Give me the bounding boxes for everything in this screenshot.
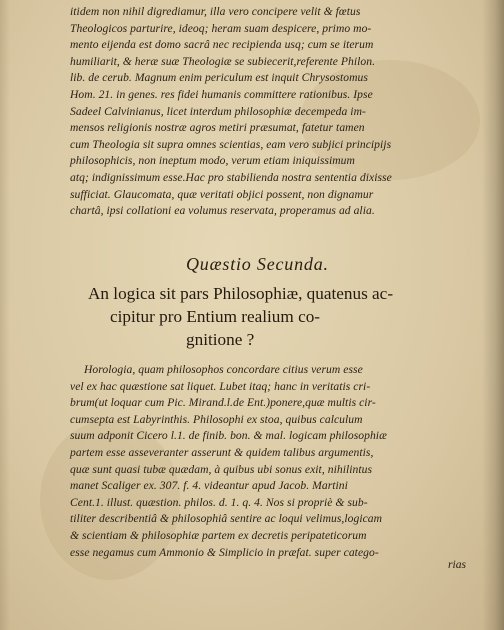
text-line: philosophicis, non ineptum modo, verum etiam iniquissimum bbox=[70, 154, 355, 168]
text-line: manet Scaliger ex. 307. f. 4. videantur apud Jacob. Martini bbox=[70, 479, 348, 493]
paragraph-1 bbox=[70, 4, 490, 220]
text-line: suum adponit Cicero l.1. de finib. bon. & mal. logicam philosophiæ bbox=[70, 429, 387, 443]
text-line: Horologia, quam philosophos concordare citius verum esse bbox=[84, 363, 363, 376]
text-line: quæ sunt quasi tubæ quædam, à quibus ubi sonus exit, nihilintus bbox=[70, 462, 373, 476]
text-line: esse negamus cum Ammonio & Simplicio in præfat. super catego- bbox=[70, 545, 379, 559]
text-line: cumsepta est Labyrinthis. Philosophi ex stoa, quibus calculum bbox=[70, 412, 363, 426]
page-gutter-shadow bbox=[482, 0, 504, 630]
question-line: An logica sit pars Philosophiæ, quatenus ac- bbox=[88, 284, 394, 303]
question-line: cipitur pro Entium realium co- bbox=[110, 307, 321, 326]
question-line: gnitione ? bbox=[186, 330, 255, 349]
text-line: itidem non nihil digrediamur, illa vero concipere velit & fœtus bbox=[70, 5, 361, 18]
text-line: Theologicos parturire, ideoq; heram suam despicere, primo mo- bbox=[70, 21, 372, 35]
text-line: humiliarit, & heræ suæ Theologiæ se subiecerit,referente Philon. bbox=[70, 54, 376, 68]
text-line: mensos religionis nostræ agros metiri præsumat, fatetur tamen bbox=[70, 121, 365, 135]
text-line: vel ex hac quæstione sat liquet. Lubet itaq; hanc in veritatis cri- bbox=[70, 379, 371, 393]
text-line: lib. de cerub. Magnum enim periculum est inquit Chrysostomus bbox=[70, 71, 368, 85]
text-line: Sadeel Calvinianus, licet interdum philosophiæ decempeda im- bbox=[70, 104, 366, 118]
text-line: chartâ, ipsi collationi ea volumus reservata, properamus ad alia. bbox=[70, 204, 375, 218]
text-line: partem esse asseveranter asserunt & quidem talibus argumentis, bbox=[70, 445, 374, 459]
text-line: mento eijenda est domo sacrâ nec recipienda usq; cum se iterum bbox=[70, 38, 374, 52]
page-edge-shadow bbox=[0, 0, 10, 630]
section-heading: Quæstio Secunda. bbox=[186, 254, 329, 274]
paragraph-2 bbox=[70, 362, 490, 561]
text-line: Cent.1. illust. quæstion. philos. d. 1. q. 4. Nos si propriè & sub- bbox=[70, 495, 368, 509]
text-line: & scientiam & philosophiæ partem ex decretis peripateticorum bbox=[70, 528, 367, 542]
text-line: tiliter describentiâ & philosophiâ sentire ac loqui velimus,logicam bbox=[70, 512, 383, 526]
text-line: Hom. 21. in genes. res fidei humanis committere rationibus. Ipse bbox=[70, 87, 373, 101]
text-line: sufficiat. Glaucomata, quæ veritati objici possent, non dignamur bbox=[70, 187, 374, 201]
text-line: brum(ut loquar cum Pic. Mirand.l.de Ent.)ponere,quæ multis cir- bbox=[70, 396, 376, 410]
text-line: cum Theologia sit supra omnes scientias, eam vero subjici principijs bbox=[70, 137, 392, 151]
question-title bbox=[88, 282, 488, 351]
text-line: atq; indignissimum esse.Hac pro stabilienda nostra sententia dixisse bbox=[70, 170, 392, 184]
catchword: rias bbox=[448, 558, 467, 571]
